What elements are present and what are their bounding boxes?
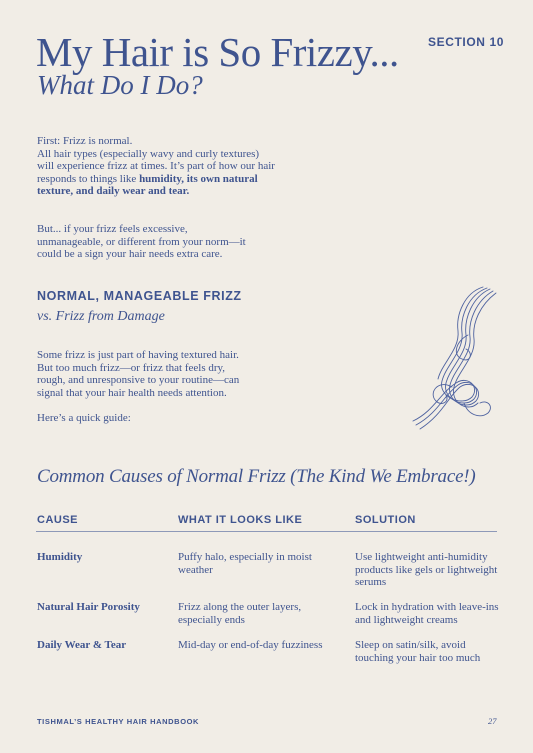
intro-body: All hair types (especially wavy and curly textures) will experience frizz at times. It’s part of how our hair responds to things like: [37, 147, 275, 185]
intro-followup: But... if your frizz feels excessive, unmanageable, or different from your norm—it could be a sign your hair needs extra care.: [37, 223, 246, 261]
section-label: SECTION 10: [428, 35, 505, 49]
comparison-heading: NORMAL, MANAGEABLE FRIZZ: [37, 289, 242, 303]
hair-curl-icon: [408, 283, 500, 433]
table-row-cause: Natural Hair Porosity: [37, 601, 140, 613]
table-row-solution: Use lightweight anti-humidity products like gels or lightweight serums: [355, 551, 498, 589]
table-row-solution: Sleep on satin/silk, avoid touching your hair too much: [355, 639, 481, 664]
table-header-divider: [36, 531, 497, 532]
page-subtitle: What Do I Do?: [37, 70, 203, 100]
intro-lead: First: Frizz is normal.: [37, 135, 133, 147]
page-number: 27: [488, 716, 497, 726]
table-row-cause: Daily Wear & Tear: [37, 639, 127, 651]
table-row-cause: Humidity: [37, 551, 83, 563]
comparison-body: Some frizz is just part of having textured hair. But too much frizz—or frizz that feels dry, rough, and unresponsive to your routine—can signal that your hair health needs attention.: [37, 349, 240, 399]
table-row-solution: Lock in hydration with leave-ins and lightweight creams: [355, 601, 499, 626]
comparison-subheading: vs. Frizz from Damage: [37, 309, 165, 324]
intro-body-bold: humidity, its own natural texture, and daily wear and tear.: [37, 172, 258, 198]
guide-intro: Here’s a quick guide:: [37, 412, 131, 424]
table-row-looks-like: Puffy halo, especially in moist weather: [178, 551, 312, 576]
table-row-looks-like: Mid-day or end-of-day fuzziness: [178, 639, 323, 651]
causes-heading: Common Causes of Normal Frizz (The Kind We Embrace!): [37, 466, 476, 487]
footer-book-title: TISHMAL’S HEALTHY HAIR HANDBOOK: [37, 717, 200, 726]
table-row-looks-like: Frizz along the outer layers, especially ends: [178, 601, 302, 626]
page-title: My Hair is So Frizzy...: [36, 29, 399, 75]
intro-paragraph: [37, 135, 277, 198]
column-header-solution: SOLUTION: [355, 514, 416, 526]
column-header-looks-like: WHAT IT LOOKS LIKE: [178, 514, 303, 526]
column-header-cause: CAUSE: [37, 514, 79, 526]
